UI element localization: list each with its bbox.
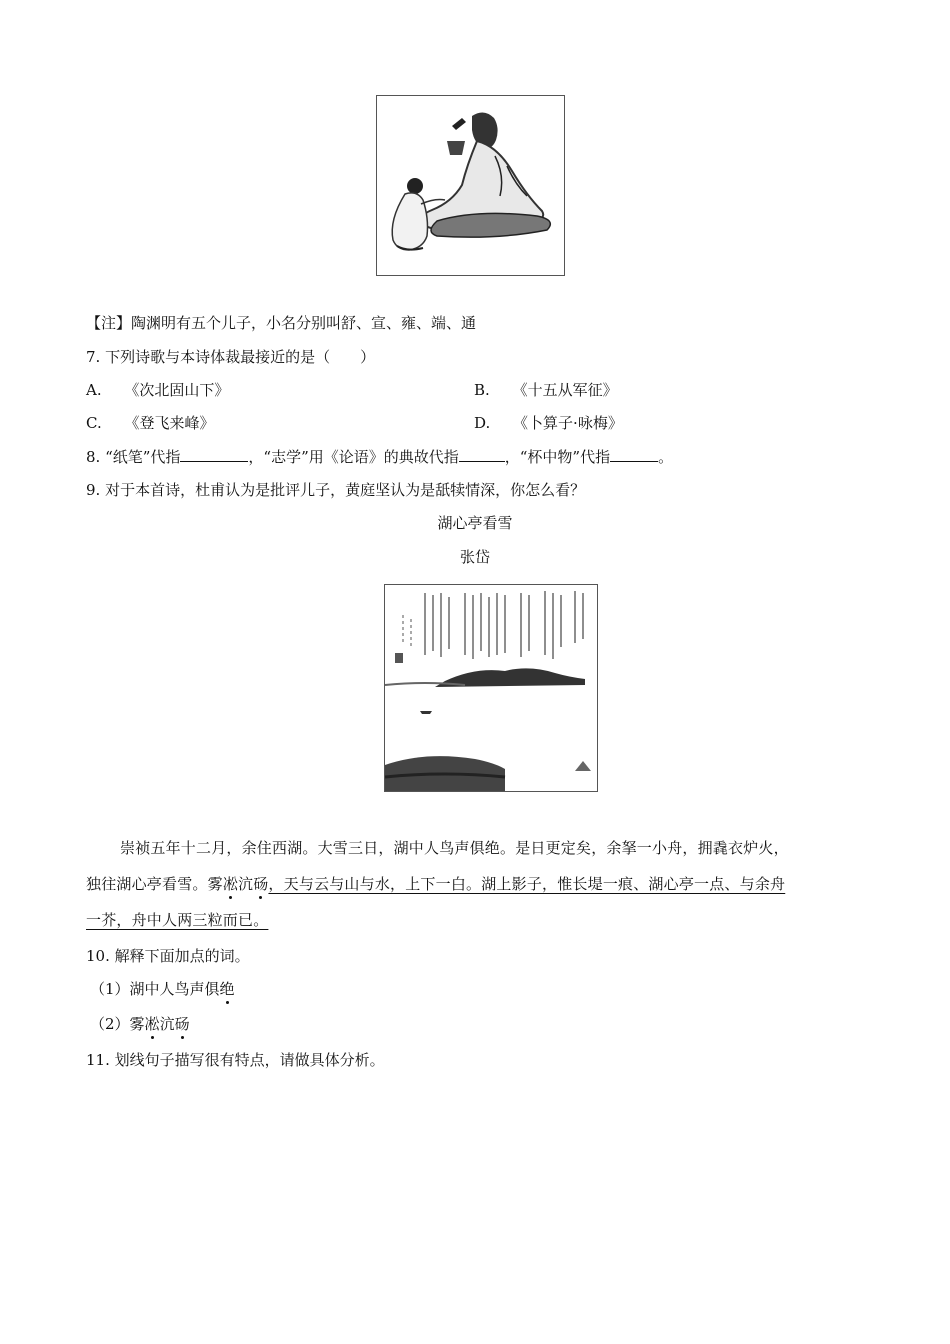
ink-figure-drawing <box>377 96 564 275</box>
q8-blank-2[interactable] <box>459 447 505 462</box>
passage-title: 湖心亭看雪 <box>437 514 513 532</box>
question-11: 11. 划线句子描写很有特点，请做具体分析。 <box>86 1051 385 1069</box>
item-text: （2）雾 <box>90 1015 145 1033</box>
q8-text-3: ，“杯中物”代指 <box>504 448 611 466</box>
passage-text: 独往湖心亭看雪。 <box>86 875 208 893</box>
q8-text-2: ，“志学”用《论语》的典故代指 <box>248 448 459 466</box>
option-label: D. <box>474 414 491 432</box>
passage-char: 雾 <box>207 875 223 893</box>
q7-option-d[interactable] <box>474 413 623 433</box>
q8-text-1: 8. “纸笔”代指 <box>86 448 181 466</box>
dotted-char: 绝 <box>219 980 235 998</box>
option-text: 《十五从军征》 <box>512 381 618 399</box>
question-9: 9. 对于本首诗，杜甫认为是批评儿子，黄庭坚认为是舐犊情深，你怎么看？ <box>86 481 586 499</box>
option-label: B. <box>474 381 490 399</box>
q7-option-c[interactable] <box>86 413 215 433</box>
q10-item-2 <box>90 1014 190 1034</box>
option-text: 《次北固山下》 <box>124 381 230 399</box>
passage-line-1: 崇祯五年十二月，余住西湖。大雪三日，湖中人鸟声俱绝。是日更定矣，余拏一小舟，拥毳衣炉火， <box>120 839 789 857</box>
question-8 <box>86 447 673 467</box>
q8-blank-1[interactable] <box>180 447 248 462</box>
option-text: 《卜算子·咏梅》 <box>513 414 623 432</box>
note-text: 【注】陶渊明有五个儿子，小名分别叫舒、宣、雍、端、通 <box>86 314 477 332</box>
q8-text-4: 。 <box>658 448 674 466</box>
option-text: 《登飞来峰》 <box>124 414 215 432</box>
underlined-sentence: ，天与云与山与水，上下一白。湖上影子，惟长堤一痕、湖心亭一点、与余舟 <box>268 875 786 893</box>
q8-blank-3[interactable] <box>610 447 658 462</box>
illustration-lake-painting <box>384 584 598 792</box>
dotted-char: 砀 <box>253 875 269 893</box>
passage-line-2 <box>86 874 785 894</box>
illustration-poet-figure <box>376 95 565 276</box>
q7-option-b[interactable] <box>474 380 618 400</box>
q10-item-1 <box>90 979 235 999</box>
passage-char: 沆 <box>238 875 254 893</box>
dotted-char: 砀 <box>174 1015 190 1033</box>
option-label: C. <box>86 414 102 432</box>
dotted-char: 凇 <box>144 1015 160 1033</box>
item-text: （1）湖中人鸟声俱 <box>90 980 220 998</box>
underlined-sentence: 一芥，舟中人两三粒而已。 <box>86 911 269 929</box>
passage-author: 张岱 <box>459 548 490 566</box>
item-text: 沆 <box>159 1015 175 1033</box>
q7-option-a[interactable] <box>86 380 229 400</box>
option-label: A. <box>86 381 102 399</box>
lake-painting-drawing <box>385 585 597 791</box>
dotted-char: 凇 <box>222 875 239 893</box>
question-7-stem: 7. 下列诗歌与本诗体裁最接近的是（ ） <box>86 348 376 366</box>
question-10-stem: 10. 解释下面加点的词。 <box>86 947 250 965</box>
passage-line-3 <box>86 910 268 930</box>
